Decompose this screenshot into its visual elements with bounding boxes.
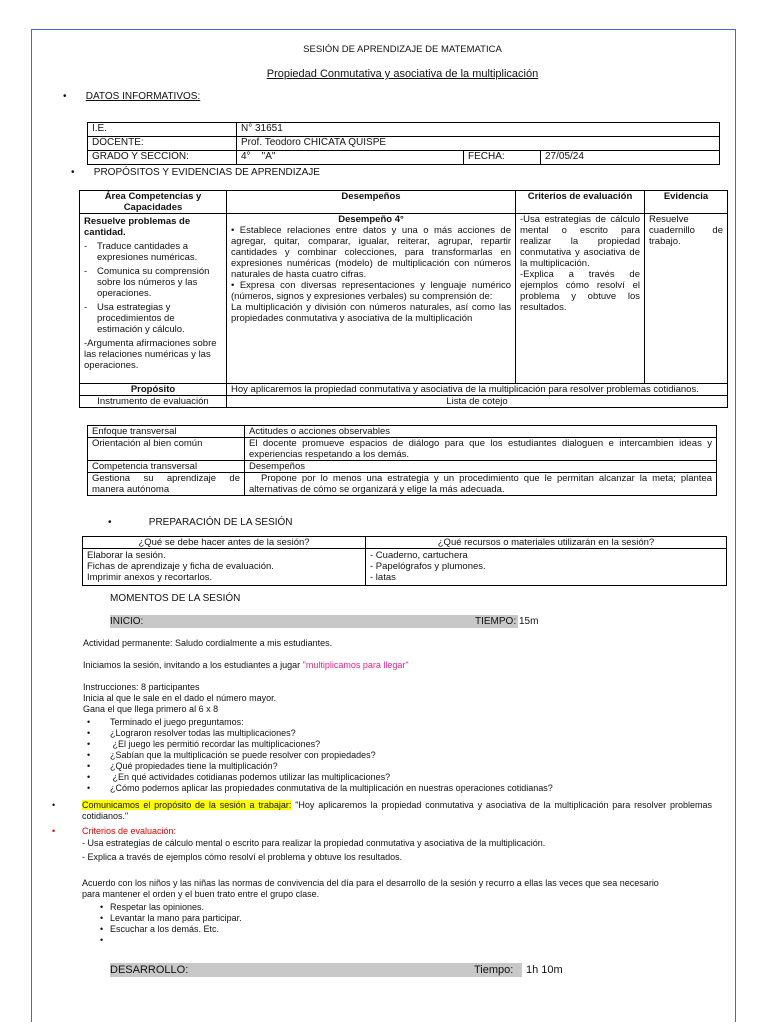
criterio-1: -Usa estrategias de cálculo mental o escrito para realizar la propiedad conmutativa y asociativa de la multiplicación. xyxy=(520,214,640,269)
desempeno-3: La multiplicación y división con números naturales, así como las propiedades conmutativa y asociativa de la multiplicación xyxy=(231,302,511,324)
fecha-value: 27/05/24 xyxy=(541,151,720,165)
session-subtitle: Propiedad Conmutativa y asociativa de la multiplicación xyxy=(266,68,539,80)
enfoque-r3c2: Desempeños xyxy=(245,461,717,473)
datos-heading: • DATOS INFORMATIVOS: xyxy=(63,91,201,102)
juego-name: "multiplicamos para llegar" xyxy=(302,660,409,670)
enfoque-table xyxy=(87,425,717,496)
col-evidencia: Evidencia xyxy=(645,191,728,214)
ie-value: N° 31651 xyxy=(237,123,720,137)
momentos-heading: MOMENTOS DE LA SESIÓN xyxy=(110,593,241,604)
desempeno-2: • Expresa con diversas representaciones y lenguaje numérico (números, signos y expresiones verbales) su comprensión de: xyxy=(231,280,511,302)
bullet-icon: • xyxy=(63,91,67,102)
prep-col-1: ¿Qué se debe hacer antes de la sesión? xyxy=(83,537,366,549)
desarrollo-bar xyxy=(110,963,522,977)
bullet-icon: • xyxy=(108,517,112,528)
col-area: Área Competencias y Capacidades xyxy=(80,191,227,214)
capacidad-2: - Comunica su comprensión sobre los números y las operaciones. xyxy=(84,266,210,299)
proposito-label: Propósito xyxy=(80,384,227,396)
actividad-permanente: Actividad permanente: Saludo cordialmente a mis estudiantes. xyxy=(83,638,333,648)
normas-list: • Respetar las opiniones. • Levantar la mano para participar. • Escuchar a los demás. Etc. • xyxy=(100,902,242,945)
preguntas-list: • Terminado el juego preguntamos: • ¿Lograron resolver todas las multiplicaciones? • ¿El juego les permitió recordar las multiplicaciones? • ¿Sabían que la multiplicación se puede resolver con propiedades? • ¿Qué propiedades tiene la multiplicación? • ¿En qué actividades cotidianas podemos utilizar las multiplicaciones? • ¿Cómo podemos aplicar las propiedades conmutativa de la multiplicación en nuestras operaciones cotidianas? xyxy=(87,717,553,793)
desempeno-title: Desempeño 4° xyxy=(338,214,404,225)
iniciamos-line: Iniciamos la sesión, invitando a los estudiantes a jugar "multiplicamos para llegar" xyxy=(83,660,409,670)
criterios-list: - Usa estrategias de cálculo mental o escrito para realizar la propiedad conmutativa y asociativa de la multiplicación. - Explica a través de ejemplos cómo resolví el problema y obtuve los resultados. xyxy=(82,838,546,862)
desarrollo-tiempo-label: Tiempo: xyxy=(474,964,514,976)
enfoque-r2c1: Orientación al bien común xyxy=(88,438,245,461)
comunicamos-line: • Comunicamos el propósito de la sesión a trabajar: "Hoy aplicaremos la propiedad conmutativa y asociativa de la multiplicación para resolver problemas cotidianos." xyxy=(52,800,712,821)
competencia: Resuelve problemas de cantidad. xyxy=(84,216,191,238)
enfoque-r3c1: Competencia transversal xyxy=(88,461,245,473)
inicio-tiempo-label: TIEMPO: xyxy=(475,616,517,627)
col-desempenos: Desempeños xyxy=(227,191,516,214)
preparacion-heading: • PREPARACIÓN DE LA SESIÓN xyxy=(108,517,293,528)
prep-recursos: - Cuaderno, cartuchera - Papelógrafos y plumones. - latas xyxy=(366,549,727,586)
capacidad-1: - Traduce cantidades a expresiones numéricas. xyxy=(84,241,198,263)
criterio-2: -Explica a través de ejemplos cómo resolví el problema y obtuve los resultados. xyxy=(520,269,640,313)
inicio-bar xyxy=(110,615,518,628)
enfoque-r1c1: Enfoque transversal xyxy=(88,426,245,438)
area-cell xyxy=(80,214,227,384)
desarrollo-tiempo-value: 1h 10m xyxy=(526,964,563,976)
instrucciones: Instrucciones: 8 participantes Inicia al que le sale en el dado el número mayor. Gana el que llega primero al 6 x 8 xyxy=(83,682,277,714)
inicio-label: INICIO: xyxy=(110,616,144,627)
propositos-heading: • PROPÓSITOS Y EVIDENCIAS DE APRENDIZAJE xyxy=(71,167,320,178)
prep-col-2: ¿Qué recursos o materiales utilizarán en la sesión? xyxy=(366,537,727,549)
inicio-tiempo-value: 15m xyxy=(519,616,539,627)
grado-value: 4° "A" xyxy=(237,151,464,165)
preparacion-table xyxy=(82,536,727,586)
capacidad-4: -Argumenta afirmaciones sobre las relaciones numéricas y las operaciones. xyxy=(84,338,217,371)
desempeno-1: • Establece relaciones entre datos y una o más acciones de agregar, quitar, comparar, igualar, reiterar, agrupar, repartir cantidades y combinar colecciones, para transformarlas en expresiones numéricas (modelo) de multiplicación con números naturales de hasta cuatro cifras. xyxy=(231,225,511,280)
criterios-cell xyxy=(516,214,645,384)
ie-label: I.E. xyxy=(88,123,237,137)
instrumento-value: Lista de cotejo xyxy=(227,396,728,408)
session-title: SESIÓN DE APRENDIZAJE DE MATEMATICA xyxy=(303,44,502,55)
instrumento-label: Instrumento de evaluación xyxy=(80,396,227,408)
evidencia-cell: Resuelve cuadernillo de trabajo. xyxy=(645,214,728,384)
datos-table xyxy=(87,122,720,165)
prep-antes: Elaborar la sesión. Fichas de aprendizaje y ficha de evaluación. Imprimir anexos y recortarlos. xyxy=(83,549,366,586)
propositos-table xyxy=(79,190,728,408)
proposito-value: Hoy aplicaremos la propiedad conmutativa y asociativa de la multiplicación para resolver problemas cotidianos. xyxy=(227,384,728,396)
enfoque-r4c1: Gestiona su aprendizaje de manera autónoma xyxy=(88,473,245,496)
desempeno-cell xyxy=(227,214,516,384)
acuerdo-text: Acuerdo con los niños y las niñas las normas de convivencia del día para el desarrollo de la sesión y recurro a ellas las veces que sea necesario para mantener el orden y el buen trato entre el grupo clase. xyxy=(82,878,659,899)
bullet-icon: • xyxy=(71,167,75,178)
capacidad-3: - Usa estrategias y procedimientos de estimación y cálculo. xyxy=(84,302,185,335)
enfoque-r4c2: Propone por lo menos una estrategia y un procedimiento que le permitan alcanzar la meta; plantea alternativas de cómo se organizará y elige la más adecuada. xyxy=(245,473,717,496)
comunicamos-highlight: Comunicamos el propósito de la sesión a trabajar: xyxy=(82,800,292,810)
enfoque-r2c2: El docente promueve espacios de diálogo para que los estudiantes dialoguen e intercambien ideas y experiencias respetando a los demás. xyxy=(245,438,717,461)
grado-label: GRADO Y SECCIÓN: xyxy=(88,151,237,165)
fecha-label: FECHA: xyxy=(464,151,541,165)
col-criterios: Criterios de evaluación xyxy=(516,191,645,214)
desarrollo-label: DESARROLLO: xyxy=(110,964,189,976)
docente-label: DOCENTE: xyxy=(88,137,237,151)
enfoque-r1c2: Actitudes o acciones observables xyxy=(245,426,717,438)
docente-value: Prof. Teodoro CHICATA QUISPE xyxy=(237,137,720,151)
criterios-label: • Criterios de evaluación: xyxy=(52,826,177,836)
